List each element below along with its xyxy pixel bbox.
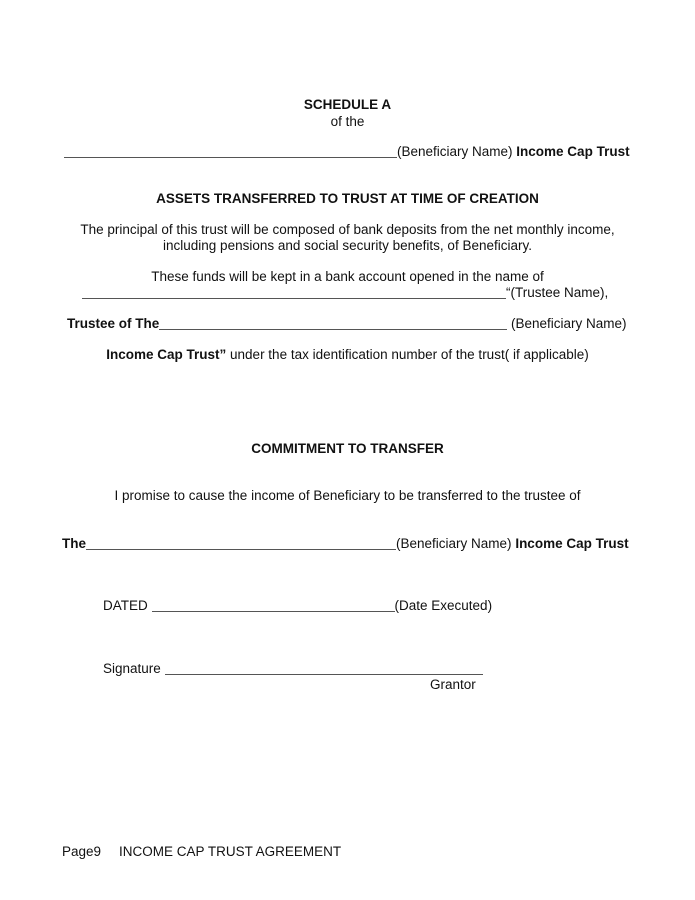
commitment-promise: I promise to cause the income of Beneficiary to be transferred to the trustee of xyxy=(114,488,581,503)
grantor-label: Grantor xyxy=(430,677,476,692)
schedule-title: SCHEDULE A xyxy=(303,97,392,112)
date-executed-blank[interactable] xyxy=(152,610,395,612)
tax-id-line: Income Cap Trust” under the tax identification number of the trust( if applicable) xyxy=(106,347,589,362)
commitment-heading: COMMITMENT TO TRANSFER xyxy=(251,441,444,456)
trustee-name-line: “(Trustee Name), xyxy=(82,285,608,300)
assets-para1-line1: The principal of this trust will be composed of bank deposits from the net monthly income, xyxy=(80,222,615,237)
signature-blank[interactable] xyxy=(165,673,483,675)
assets-heading: ASSETS TRANSFERRED TO TRUST AT TIME OF CREATION xyxy=(156,191,539,206)
trustee-beneficiary-blank[interactable] xyxy=(159,328,507,330)
page-number: Page9 xyxy=(62,844,102,859)
commitment-beneficiary-blank[interactable] xyxy=(86,548,396,550)
trustee-of-line: Trustee of The (Beneficiary Name) xyxy=(67,316,627,331)
page-footer xyxy=(62,844,341,859)
beneficiary-name-blank[interactable] xyxy=(64,156,397,158)
assets-para1-line2: including pensions and social security benefits, of Beneficiary. xyxy=(163,238,532,253)
trustee-name-blank[interactable] xyxy=(82,297,506,299)
schedule-subtitle: of the xyxy=(330,114,365,129)
beneficiary-name-line: (Beneficiary Name) Income Cap Trust xyxy=(64,144,630,159)
signature-line: Signature xyxy=(103,661,483,676)
footer-title: INCOME CAP TRUST AGREEMENT xyxy=(119,844,342,859)
dated-line: DATED (Date Executed) xyxy=(103,598,493,613)
commitment-beneficiary-line: The (Beneficiary Name) Income Cap Trust xyxy=(62,536,629,551)
assets-para2-line1: These funds will be kept in a bank account opened in the name of xyxy=(151,269,544,284)
